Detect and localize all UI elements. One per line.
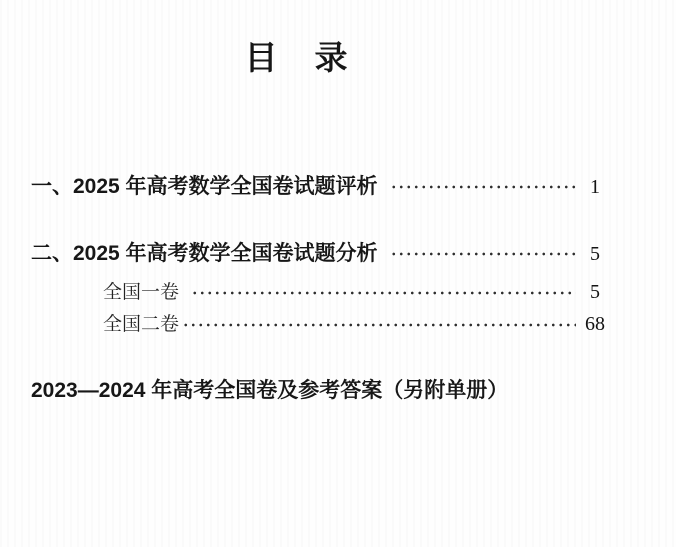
toc-entry — [31, 241, 610, 267]
toc-entry-page-number: 5 — [590, 281, 600, 303]
dot-leader — [390, 250, 576, 258]
toc-entry-page-number: 68 — [585, 313, 605, 335]
dot-leader — [191, 289, 576, 297]
toc-entry-label: 二、2025 年高考数学全国卷试题分析 — [31, 242, 378, 265]
toc-entry-label: 一、2025 年高考数学全国卷试题评析 — [31, 175, 378, 198]
toc-entry-label: 全国一卷 — [103, 282, 180, 303]
dot-leader — [390, 183, 576, 191]
toc-entry-page-number: 1 — [590, 176, 600, 198]
toc-entry-label: 全国二卷 — [103, 314, 180, 335]
toc-entry — [31, 174, 610, 200]
toc-sub-entry — [103, 312, 610, 337]
toc-sub-entry — [103, 280, 610, 305]
toc-entry-appendix: 2023—2024 年高考全国卷及参考答案（另附单册） — [31, 379, 509, 402]
dot-leader — [182, 321, 576, 329]
toc-entry-page-number: 5 — [590, 243, 600, 265]
page-title: 目 录 — [244, 41, 350, 77]
